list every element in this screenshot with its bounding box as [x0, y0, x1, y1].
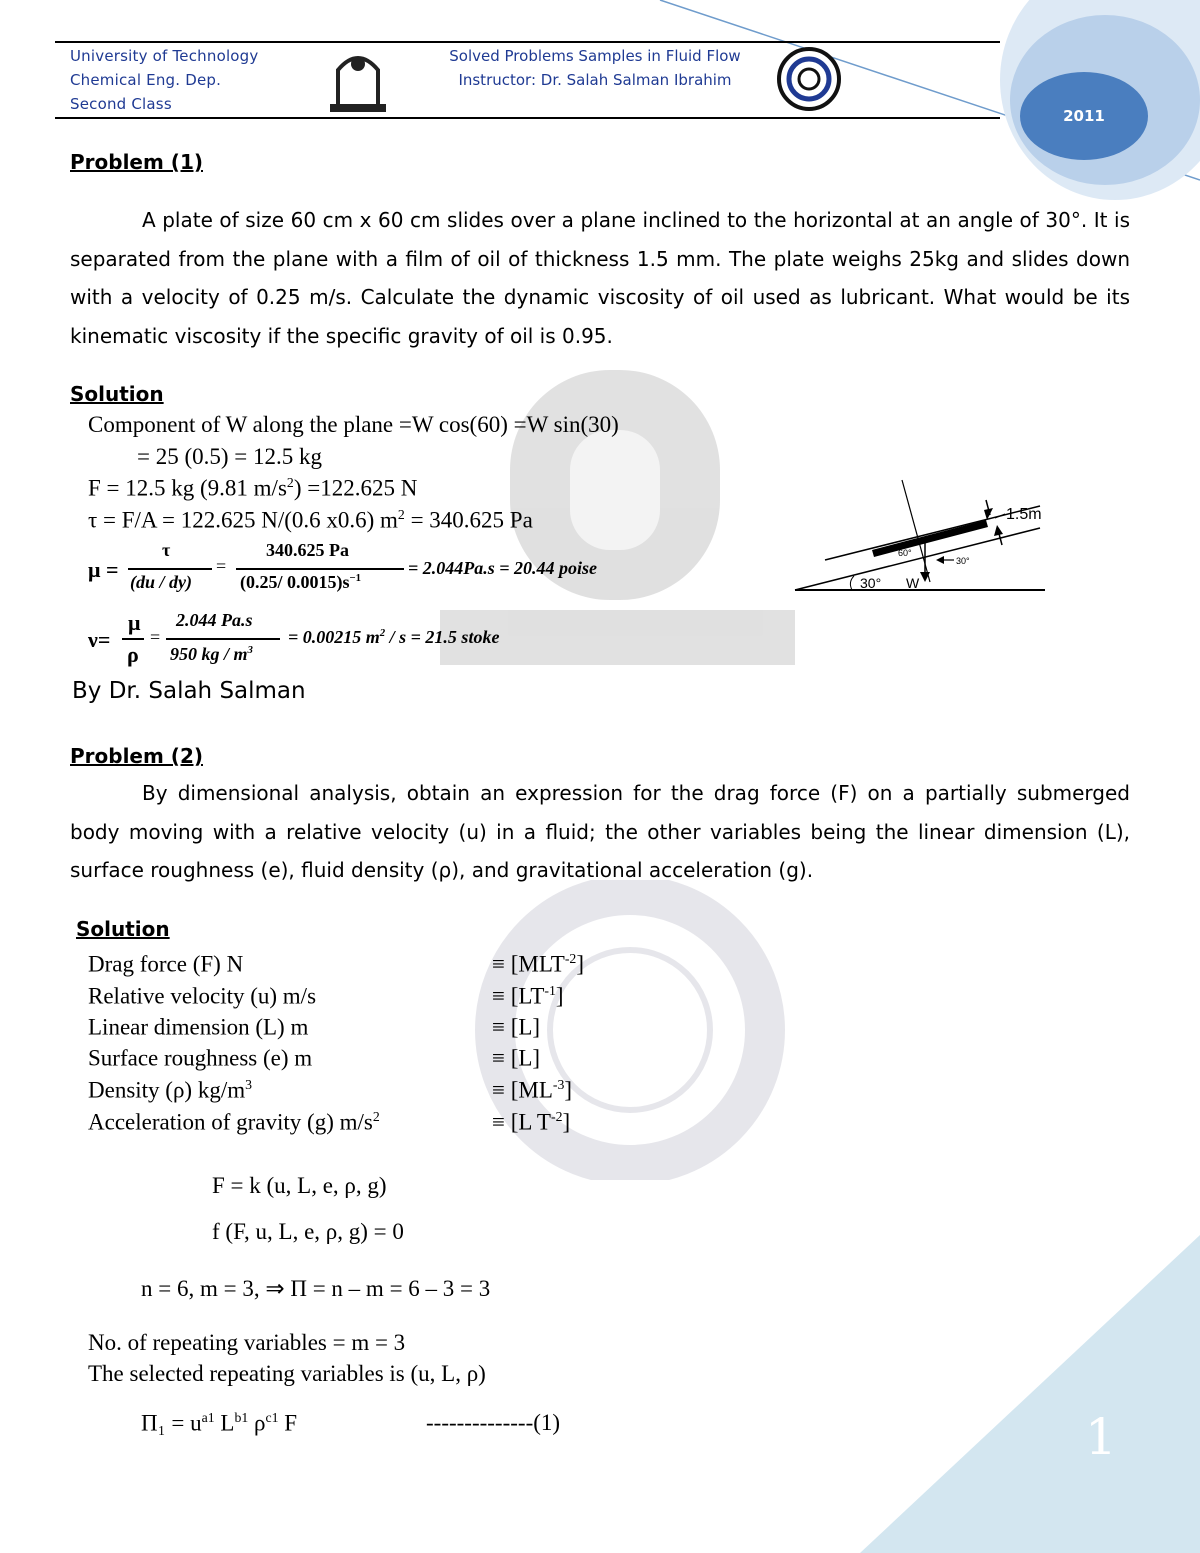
- university-logo-icon: [328, 44, 388, 114]
- header-class: Second Class: [70, 95, 172, 113]
- problem1-heading: Problem (1): [70, 150, 203, 174]
- mu-fraction-line-2: [236, 568, 404, 570]
- eq-component: Component of W along the plane =W cos(60) =W sin(30): [88, 412, 619, 437]
- diagram-angle-top: 60°: [898, 548, 912, 558]
- mu-equals: =: [216, 556, 227, 576]
- page-number: 1: [1085, 1408, 1117, 1466]
- nu-denominator-1: ρ: [127, 642, 139, 667]
- diagram-angle-base: 30°: [860, 575, 882, 591]
- header-top-rule: [55, 41, 1000, 43]
- dimension-row-roughness: ≡ [L]: [492, 1045, 541, 1071]
- header-instructor: Instructor: Dr. Salah Salman Ibrahim: [458, 71, 732, 89]
- department-logo-icon: [776, 46, 842, 112]
- problem1-text: [70, 201, 1130, 355]
- variable-row-velocity: Relative velocity (u) m/s: [88, 983, 317, 1009]
- mu-result: = 2.044Pa.s = 20.44 poise: [408, 558, 598, 578]
- pi-count: n = 6, m = 3, ⇒ Π = n – m = 6 – 3 = 3: [141, 1276, 491, 1301]
- functional-relation: F = k (u, L, e, ρ, g): [212, 1173, 387, 1198]
- nu-denominator-2: 950 kg / $m^3$: [170, 644, 253, 664]
- header-department: Chemical Eng. Dep.: [70, 71, 222, 89]
- eq-force: F = 12.5 kg (9.81 $m/s^2) =122.625$ N: [88, 475, 418, 501]
- variable-row-density: Density (ρ) $kg/m^3$: [88, 1077, 253, 1103]
- mu-symbol: μ =: [88, 557, 119, 582]
- mu-denominator-2: (0.25/ $0.0015)s^{-1}$: [240, 572, 362, 592]
- mu-numerator-2: 340.625 Pa: [266, 540, 349, 560]
- problem2-solution-heading: Solution: [76, 917, 170, 941]
- dimension-row-length: ≡ [L]: [492, 1014, 541, 1040]
- nu-fraction-line-2: [166, 638, 280, 640]
- nu-result: = 0.00215 $m^2 / s = 21.5$ stoke: [288, 627, 500, 647]
- nu-symbol: ν=: [88, 627, 111, 652]
- eq-shear-stress: τ = F/A = 122.625 N/(0.6 x0.6) $m^2 = 340.625$ Pa: [88, 507, 533, 533]
- variable-row-drag: Drag force (F) N: [88, 951, 244, 977]
- nu-equals: =: [150, 627, 161, 647]
- header-course: [420, 44, 770, 92]
- header-university: University of Technology: [70, 47, 259, 65]
- nu-numerator-1: μ: [128, 610, 141, 635]
- variable-row-roughness: Surface roughness (e) m: [88, 1045, 313, 1071]
- variable-row-length: Linear dimension (L) m: [88, 1014, 309, 1040]
- dimension-row-velocity: ≡ $[LT^{-1}]$: [492, 983, 564, 1009]
- problem1-statement: A plate of size 60 cm x 60 cm slides over a plane inclined to the horizontal at an angle of 30°. It is separated from the plane with a film of oil of thickness 1.5 mm. The plate weighs 25kg and slides down with a velocity of 0.25 m/s. Calculate the dynamic viscosity of oil used as lubricant. What would be its kinematic viscosity if the specific gravity of oil is 0.95.: [70, 208, 1130, 348]
- header-institution: [70, 44, 258, 116]
- problem2-statement: By dimensional analysis, obtain an expression for the drag force (F) on a partially submerged body moving with a relative velocity (u) in a fluid; the other variables being the linear dimension (L), surface roughness (e), fluid density (ρ), and gravitational acceleration (g).: [70, 781, 1130, 882]
- dimension-row-gravity: ≡ [L $T^{-2}$]: [492, 1109, 571, 1135]
- pi1-expression: $\Pi_1 = u^{a1}$ $L^{b1}$ $\rho^{c1}$ F: [141, 1410, 298, 1436]
- diagram-angle-side: 30°: [956, 556, 970, 566]
- nu-fraction-line-1: [122, 638, 144, 640]
- problem2-text: [70, 774, 1130, 890]
- mu-fraction-line-1: [128, 568, 212, 570]
- repeating-count: No. of repeating variables = m = 3: [88, 1330, 406, 1355]
- year-badge: 2011: [1020, 72, 1148, 160]
- corner-decoration-bottom: [860, 1230, 1200, 1553]
- header-course-title: Solved Problems Samples in Fluid Flow: [449, 47, 741, 65]
- mu-denominator-1: (du / dy): [130, 572, 192, 592]
- pi1-equation-tag: --------------(1): [426, 1410, 561, 1435]
- repeating-selected: The selected repeating variables is (u, L, ρ): [88, 1361, 486, 1386]
- mu-numerator-1: τ: [162, 540, 171, 560]
- variable-row-gravity: Acceleration of gravity (g) $m/s^2$: [88, 1109, 380, 1135]
- diagram-thickness-label: 1.5m: [1006, 506, 1042, 523]
- eq-component-value: = 25 (0.5) = 12.5 kg: [137, 444, 323, 469]
- university-watermark: [440, 330, 795, 670]
- problem2-heading: Problem (2): [70, 744, 203, 768]
- diagram-weight-label: W: [906, 575, 920, 591]
- problem1-solution-heading: Solution: [70, 382, 164, 406]
- byline: By Dr. Salah Salman: [72, 678, 306, 704]
- dimension-row-density: ≡ $[ML^{-3}]$: [492, 1077, 573, 1103]
- inclined-plane-diagram: [790, 470, 1060, 600]
- nu-numerator-2: 2.044 Pa.s: [176, 610, 253, 630]
- implicit-function: f (F, u, L, e, ρ, g) = 0: [212, 1219, 404, 1244]
- dimension-row-drag: ≡ $[MLT^{-2}]$: [492, 951, 584, 977]
- header-bottom-rule: [55, 117, 1000, 119]
